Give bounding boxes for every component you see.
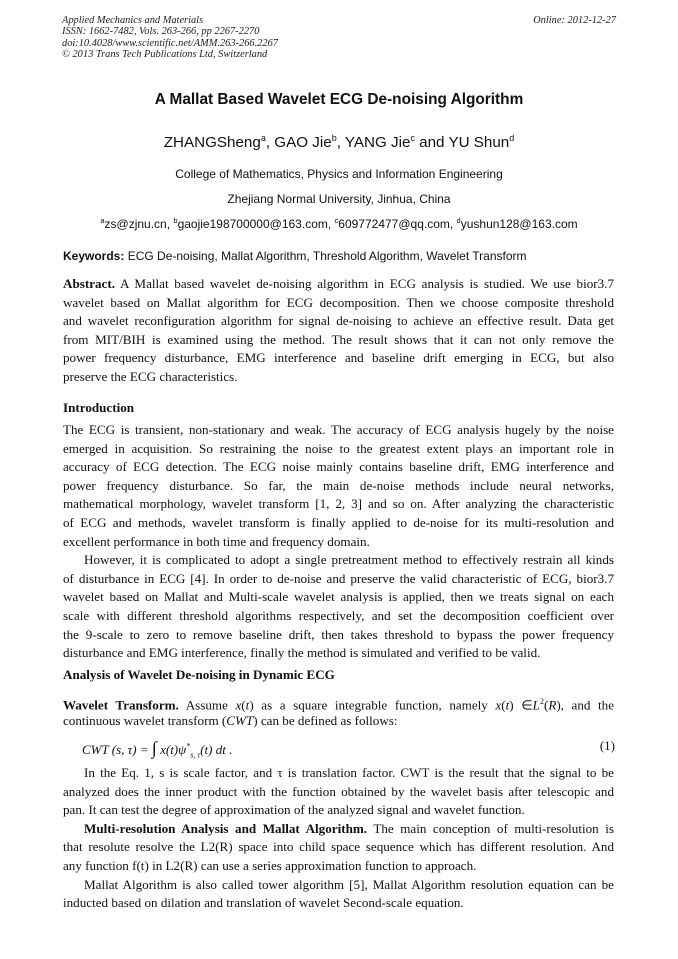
author-name: GAO Jie: [274, 134, 332, 152]
abstract-line: Abstract. A Mallat based wavelet de-noising algorithm in ECG analysis is studied. We use bior3.7: [63, 276, 614, 291]
abstract-line: preserve the ECG characteristics.: [63, 368, 238, 384]
author-name: YANG Jie: [344, 134, 411, 152]
journal-header: [62, 15, 616, 60]
abstract-line: wavelet based on Mallat algorithm for ECG decomposition. Then we choose composite threshold: [63, 294, 614, 310]
introduction-body: [63, 421, 614, 663]
author-list: [0, 133, 678, 151]
email-sup: c: [334, 216, 339, 225]
author-sep: ,: [265, 134, 275, 152]
affiliation-line-1: College of Mathematics, Physics and Information Engineering: [175, 167, 503, 181]
intro-line: The ECG is transient, non-stationary and weak. The accuracy of ECG analysis hugely by the noise: [63, 422, 614, 437]
intro-line: the 9-scale to zero to remove baseline drift, then takes threshold to bypass the power frequency: [63, 626, 614, 642]
analysis-line: Multi-resolution Analysis and Mallat Algorithm. The main conception of multi-resolution is: [84, 820, 614, 836]
copyright-line: © 2013 Trans Tech Publications Ltd, Switzerland: [62, 48, 268, 60]
author-name: ZHANGSheng: [163, 134, 261, 152]
abstract-line: and wavelet reconfiguration algorithm for signal de-noising to achieve an effective result. Data get: [63, 313, 614, 329]
author-sup: d: [509, 133, 515, 143]
email-link[interactable]: 609772477@qq.com,: [338, 217, 457, 231]
wt-line: continuous wavelet transform (CWT) can be defined as follows:: [63, 712, 398, 728]
equation-1: CWT (s, τ) = ∫ $x(t)\psi^*_{s, \tau}(t)$ dt . (1): [82, 738, 615, 760]
section-heading-analysis: Analysis of Wavelet De-noising in Dynamic ECG: [63, 667, 335, 682]
equation-number: (1): [599, 738, 615, 753]
email-sup: a: [100, 216, 105, 225]
abstract-line: power frequency disturbance, EMG interference and baseline drift emerging in ECG, but also: [63, 350, 614, 366]
analysis-line: analyzed does the inner product with the function obtained by the wavelet basis after telescopic and: [63, 783, 614, 799]
affiliation-line-2: Zhejiang Normal University, Jinhua, China: [227, 192, 451, 206]
wavelet-transform-paragraph: [63, 693, 614, 730]
journal-name: Applied Mechanics and Materials: [62, 15, 204, 26]
email-link[interactable]: zs@zjnu.cn,: [104, 217, 174, 231]
author-name: YU Shun: [448, 134, 510, 152]
intro-line: wavelet based on Mallat and Multi-scale wavelet analysis is applied, then we treats signal on each: [63, 589, 614, 605]
author-sep: and: [414, 134, 449, 152]
intro-line: excellent performance in both time and frequency domain.: [63, 533, 370, 549]
analysis-line: inducted based on dilation and translation of wavelet Second-scale equation.: [63, 895, 464, 911]
issn-line: ISSN: 1662-7482, Vols. 263-266, pp 2267-2270: [62, 26, 260, 38]
online-date: Online: 2012-12-27: [533, 15, 616, 26]
author-sup: a: [260, 133, 266, 143]
keywords-text: ECG De-noising, Mallat Algorithm, Threshold Algorithm, Wavelet Transform: [124, 249, 527, 263]
intro-line: disturbance and EMG interference, finally the method is simulated and verified to be valid.: [63, 645, 541, 661]
analysis-line: Mallat Algorithm is also called tower algorithm [5], Mallat Algorithm resolution equation can be: [84, 876, 614, 892]
abstract: [63, 275, 614, 387]
author-sup: b: [331, 133, 337, 143]
author-sep: ,: [336, 134, 345, 152]
intro-line: of disturbance in ECG [4]. In order to de-noise and preserve the valid characteristic of ECG, bior3.7: [63, 570, 614, 586]
email-link[interactable]: gaojie198700000@163.com,: [177, 217, 335, 231]
intro-line: However, it is complicated to adopt a single pretreatment method to effectively restrain all kinds: [84, 552, 614, 568]
intro-line: mathematical morphology, wavelet transform [1, 2, 3] and so on. After analyzing the characteristic: [63, 496, 614, 512]
email-sup: b: [173, 216, 178, 225]
keywords: [63, 249, 527, 263]
doi-line: doi:10.4028/www.scientific.net/AMM.263-266.2267: [62, 37, 278, 49]
analysis-body: [63, 764, 614, 913]
author-sup: c: [410, 133, 415, 143]
analysis-line: that resolute resolve the L2(R) space into child space sequence which has different resolution. And: [63, 839, 614, 855]
intro-line: power frequency disturbance. So far, the main de-noise methods include neural networks,: [63, 477, 614, 493]
wt-label: Wavelet Transform.: [63, 697, 179, 713]
intro-line: accuracy of ECG detection. The ECG noise mainly contains baseline drift, EMG interference and: [63, 459, 614, 475]
paper-title: A Mallat Based Wavelet ECG De-noising Algorithm: [154, 91, 524, 108]
analysis-line: In the Eq. 1, s is scale factor, and τ is translation factor. CWT is the result that the signal to be: [84, 765, 614, 780]
email-list: [0, 216, 678, 231]
email-link[interactable]: yushun128@163.com: [460, 217, 578, 231]
intro-line: of ECG and methods, wavelet transform is finally applied to de-noise for its multi-resolution and: [63, 514, 614, 530]
abstract-line: from MIT/BIH is examined using the method. The result shows that it can not only remove the: [63, 331, 614, 347]
email-sup: d: [456, 216, 461, 225]
analysis-line: any function f(t) in L2(R) can use a series approximation function to approach.: [63, 857, 477, 873]
section-heading-introduction: Introduction: [63, 400, 135, 415]
intro-line: scale with different threshold algorithms respectively, and set the decomposition coefficient over: [63, 607, 614, 623]
keywords-label: Keywords:: [63, 249, 125, 263]
intro-line: emerged in acquisition. So restraining the noise to the greatest extent plays an important role in: [63, 440, 614, 456]
mr-label: Multi-resolution Analysis and Mallat Algorithm.: [84, 820, 368, 836]
analysis-line: pan. It can test the degree of approximation of the analyzed signal and wavelet function.: [63, 802, 525, 818]
wt-line: Wavelet Transform. Assume x(t) as a square integrable function, namely x(t) $\in L^2(R)$, and the: [63, 697, 615, 713]
abstract-label: Abstract.: [63, 276, 115, 291]
